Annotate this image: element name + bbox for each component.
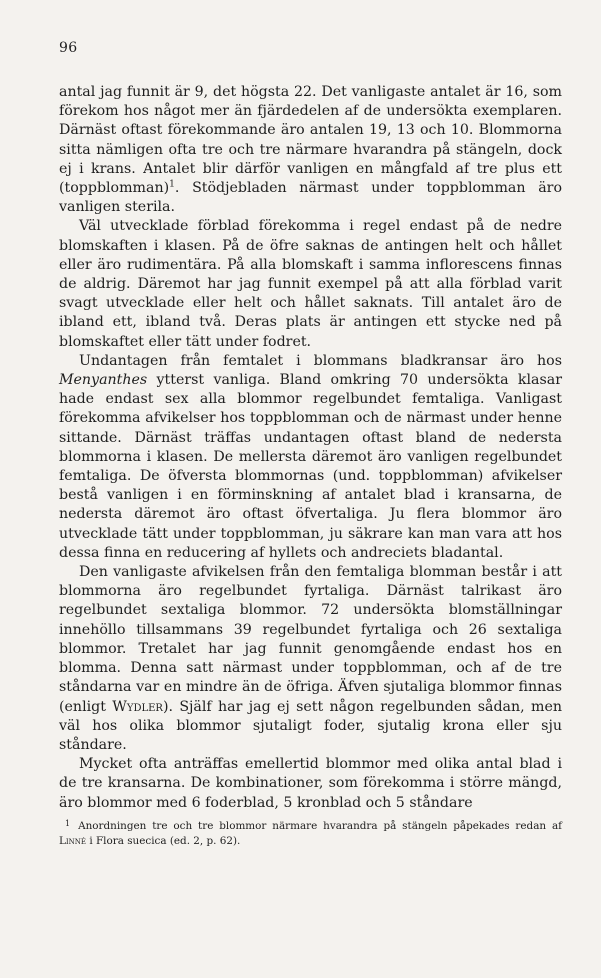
text-run: ). Själf har jag ej sett någon regelbunden sådan, men väl hos olika blommor sjutaligt foder, sjutalig krona eller sju ståndare. bbox=[59, 698, 562, 753]
author-name: Wydler bbox=[112, 698, 163, 715]
paragraph bbox=[59, 352, 562, 563]
text-run: i Flora suecica (ed. 2, p. 62). bbox=[86, 834, 241, 847]
text-run: Väl utvecklade förblad förekomma i regel endast på de nedre blomskaften i klasen. På de öfre saknas de antingen helt och hållet eller äro rudimentära. På alla blomskaft i samma inflorescens finnas de aldrig. Däremot har jag funnit exempel på att alla förblad varit svagt utvecklade eller helt och hållet saknats. Till antalet äro de ibland ett, ibland två. Deras plats är antingen ett stycke ned på blomskaftet eller tätt under fodret. bbox=[59, 218, 562, 350]
body-text bbox=[59, 83, 562, 813]
book-page bbox=[59, 40, 562, 849]
paragraph bbox=[59, 83, 562, 217]
text-run: . Stödjebladen närmast under toppblomman äro vanligen sterila. bbox=[59, 180, 562, 216]
page-number: 96 bbox=[59, 40, 78, 56]
text-run: antal jag funnit är 9, det högsta 22. Det vanligaste antalet är 16, som förekom hos något mer än fjärdedelen af de undersökta exemplaren. Därnäst oftast förekommande äro antalen 19, 13 och 10. Blommorna sitta nämligen ofta tre och tre närmare hvarandra på stängeln, dock ej i krans. Antalet blir därför vanligen en mångfald af tre plus ett (toppblomman) bbox=[59, 84, 562, 197]
footnote bbox=[59, 819, 562, 849]
text-run: Mycket ofta anträffas emellertid blommor med olika antal blad i de tre kransarna. De kombinationer, som förekomma i större mängd, äro blommor med 6 foderblad, 5 kronblad och 5 ståndare bbox=[59, 756, 562, 811]
italic-term: Menyanthes bbox=[59, 372, 148, 389]
text-run: Anordningen tre och tre blommor närmare hvarandra på stängeln påpekades redan af bbox=[78, 819, 562, 832]
footnote-mark: 1 bbox=[65, 818, 71, 828]
paragraph bbox=[59, 563, 562, 755]
text-run: ytterst vanliga. Bland omkring 70 undersökta klasar hade endast sex alla blommor regelbundet femtaliga. Vanligast förekomma afvikelser hos toppblomman och de närmast under henne sittande. Därnäst träffas undantagen oftast bland de nedersta blommorna i klasen. De mellersta däremot äro vanligen regelbundet femtaliga. De öfversta blommornas (und. toppblomman) afvikelser bestå vanligen i en förminskning af antalet blad i kransarna, de nedersta däremot äro oftast öfvertaliga. Ju flera blommor äro utvecklade tätt under toppblomman, ju säkrare kan man vara att hos dessa finna en reducering af hyllets och andreciets bladantal. bbox=[59, 372, 562, 561]
footnote-text bbox=[59, 820, 562, 847]
paragraph bbox=[59, 755, 562, 813]
footnote-reference: 1 bbox=[169, 179, 175, 190]
text-run: Den vanligaste afvikelsen från den femtaliga blomman består i att blommorna äro regelbundet fyrtaliga. Därnäst talrikast äro regelbundet sextaliga blommor. 72 undersökta blomställningar innehöllo tillsammans 39 regelbundet fyrtaliga och 26 sextaliga blommor. Tretalet har jag funnit genomgående endast hos en blomma. Denna satt närmast under toppblomman, och af de tre ståndarna var en mindre än de öfriga. Äfven sjutaliga blommor finnas (enligt bbox=[59, 564, 562, 715]
author-name: Linné bbox=[59, 834, 87, 847]
text-run: Undantagen från femtalet i blommans bladkransar äro hos bbox=[79, 352, 562, 369]
paragraph bbox=[59, 217, 562, 351]
